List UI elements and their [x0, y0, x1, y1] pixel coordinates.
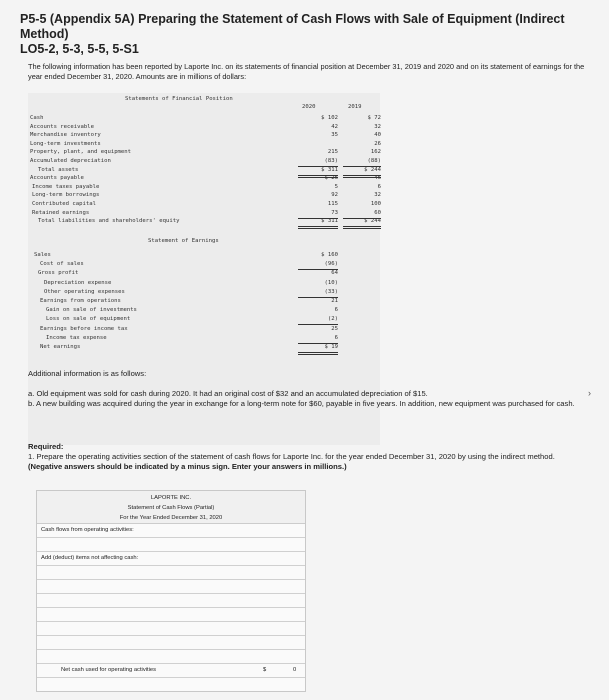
year-2019-header: 2019: [348, 104, 362, 110]
position-row-value-2019: 60: [343, 209, 381, 219]
earnings-row-label: Sales: [34, 252, 51, 258]
required-instruction: 1. Prepare the operating activities section of the statement of cash flows for Laporte Inc. for the year ended December 31, 2020 by using the indirect method.: [28, 452, 555, 461]
earnings-row: [28, 334, 380, 343]
position-row-value-2019: 40: [374, 132, 381, 139]
answer-row[interactable]: [37, 594, 305, 608]
additional-heading: Additional information is as follows:: [28, 369, 147, 378]
worksheet-company: LAPORTE INC.: [150, 495, 192, 501]
answer-row[interactable]: [37, 608, 305, 622]
answer-row[interactable]: [37, 636, 305, 650]
earnings-row-value-2020: (10): [324, 279, 338, 286]
earnings-heading: Statement of Earnings: [148, 238, 219, 244]
net-cash-value[interactable]: 0: [293, 667, 297, 673]
answer-row[interactable]: [37, 650, 305, 664]
earnings-row: [28, 288, 380, 297]
worksheet-period: For the Year Ended December 31, 2020: [119, 515, 223, 521]
position-row-value-2019: 26: [374, 140, 381, 147]
position-row-value-2019: (88): [343, 157, 381, 167]
earnings-row-value-2020: $ 19: [298, 343, 338, 355]
learning-objectives: LO5-2, 5-3, 5-5, 5-S1: [20, 42, 139, 56]
position-row-value-2020: 5: [334, 183, 338, 190]
net-cash-currency: $: [263, 667, 267, 673]
position-row-value-2020: $ 26: [324, 175, 338, 182]
worksheet-header: [37, 491, 305, 524]
earnings-row-label: Cost of sales: [40, 261, 84, 268]
position-row-value-2019: 162: [370, 149, 381, 156]
position-row-value-2019: 6: [377, 183, 381, 190]
earnings-row-label: Net earnings: [40, 344, 81, 350]
position-row-value-2019: $ 244: [343, 166, 381, 178]
position-row-value-2020: $ 311: [298, 217, 338, 229]
earnings-row: [28, 269, 380, 278]
intro-text: The following information has been reported by Laporte Inc. on its statements of financial position at December 31, 2019 and 2020 and on its statement of earnings for the year ended December 31, 2020. Amounts are in millions of dollars:: [28, 62, 585, 81]
position-row-value-2019: $ 72: [367, 115, 381, 121]
position-row-label: Property, plant, and equipment: [30, 149, 132, 156]
position-row-label: Contributed capital: [32, 201, 96, 207]
answer-worksheet: [36, 490, 306, 692]
earnings-row-label: Depreciation expense: [44, 279, 112, 286]
earnings-row-value-2020: 6: [298, 334, 338, 344]
earnings-row-value-2020: (96): [298, 260, 338, 270]
earnings-row-value-2020: 21: [331, 298, 338, 304]
earnings-row: [28, 325, 380, 334]
earnings-row-value-2020: (2): [298, 315, 338, 325]
year-2020-header: 2020: [302, 104, 316, 110]
position-row-label: Merchandise inventory: [30, 132, 101, 139]
earnings-row: [28, 297, 380, 306]
position-row-label: Income taxes payable: [32, 183, 100, 190]
required-note: (Negative answers should be indicated by a minus sign. Enter your answers in millions.): [28, 462, 347, 471]
net-cash-row: [37, 664, 305, 678]
position-row-label: Cash: [30, 115, 44, 121]
earnings-row-label: Income tax expense: [46, 334, 107, 341]
required-heading: Required:: [28, 442, 64, 451]
cfo-row: Cash flows from operating activities:: [37, 524, 305, 538]
earnings-row: [28, 343, 380, 352]
earnings-row-value-2020: (33): [298, 288, 338, 298]
net-cash-label: Net cash used for operating activities: [61, 667, 157, 673]
worksheet-statement: Statement of Cash Flows (Partial): [127, 505, 215, 511]
position-row-label: Total assets: [38, 166, 79, 173]
additional-b: b. A new building was acquired during the year in exchange for a long-term note for $60, payable in five years. In addition, new equipment was purchased for cash.: [28, 399, 575, 408]
earnings-row-value-2020: $ 160: [321, 252, 338, 258]
problem-heading: P5-5 (Appendix 5A) Preparing the Statement of Cash Flows with Sale of Equipment (Indirect Method): [20, 12, 565, 41]
earnings-row-label: Loss on sale of equipment: [46, 316, 131, 323]
position-row-label: Retained earnings: [32, 209, 90, 216]
position-row-value-2020: 92: [331, 192, 338, 199]
scroll-marker: ›: [588, 388, 591, 398]
answer-row[interactable]: [37, 622, 305, 636]
position-row-value-2020: $ 102: [321, 115, 338, 121]
earnings-row-label: Earnings before income tax: [40, 325, 128, 332]
position-row-label: Total liabilities and shareholders' equity: [38, 218, 180, 225]
position-row-value-2020: 115: [327, 201, 338, 207]
problem-title: [20, 12, 609, 57]
position-row: [28, 217, 380, 226]
earnings-row: [28, 306, 380, 315]
position-row-value-2019: $ 244: [343, 217, 381, 229]
answer-row[interactable]: [37, 580, 305, 594]
position-row-label: Accumulated depreciation: [30, 158, 111, 164]
position-row-value-2020: (83): [298, 157, 338, 167]
earnings-row-label: Other operating expenses: [44, 288, 125, 295]
earnings-row-label: Gross profit: [38, 270, 79, 277]
position-row-label: Long-term borrowings: [32, 192, 100, 199]
adjust-row: Add (deduct) items not affecting cash:: [37, 552, 305, 566]
position-row-value-2019: 46: [374, 175, 381, 182]
position-row-value-2020: 215: [327, 149, 338, 156]
position-row-value-2019: 100: [370, 201, 381, 207]
earnings-row-label: Gain on sale of investments: [46, 307, 137, 314]
earnings-row-label: Earnings from operations: [40, 298, 121, 304]
earnings-row: [28, 315, 380, 324]
additional-a: a. Old equipment was sold for cash during 2020. It had an original cost of $32 and an accumulated depreciation of $15.: [28, 389, 428, 398]
answer-row[interactable]: [37, 566, 305, 580]
required-text: [28, 452, 583, 472]
additional-info: [28, 369, 583, 409]
position-row-label: Long-term investments: [30, 140, 101, 147]
position-row-label: Accounts payable: [30, 175, 84, 182]
position-row-label: Accounts receivable: [30, 123, 94, 130]
position-row-value-2020: 35: [331, 132, 338, 139]
earnings-row-value-2020: 25: [331, 325, 338, 332]
position-row-value-2020: 42: [331, 123, 338, 130]
position-row-value-2020: 73: [298, 209, 338, 219]
position-row-value-2019: 32: [374, 123, 381, 130]
required-section: [28, 442, 583, 472]
answer-row[interactable]: [37, 538, 305, 552]
earnings-row: [28, 279, 380, 288]
earnings-row-value-2020: 64: [331, 270, 338, 277]
earnings-row-value-2020: 6: [334, 307, 338, 314]
earnings-row: [28, 251, 380, 260]
position-row-value-2019: 32: [374, 192, 381, 199]
position-row-value-2020: $ 311: [298, 166, 338, 178]
earnings-row: [28, 260, 380, 269]
financial-position-heading: Statements of Financial Position: [125, 96, 233, 102]
